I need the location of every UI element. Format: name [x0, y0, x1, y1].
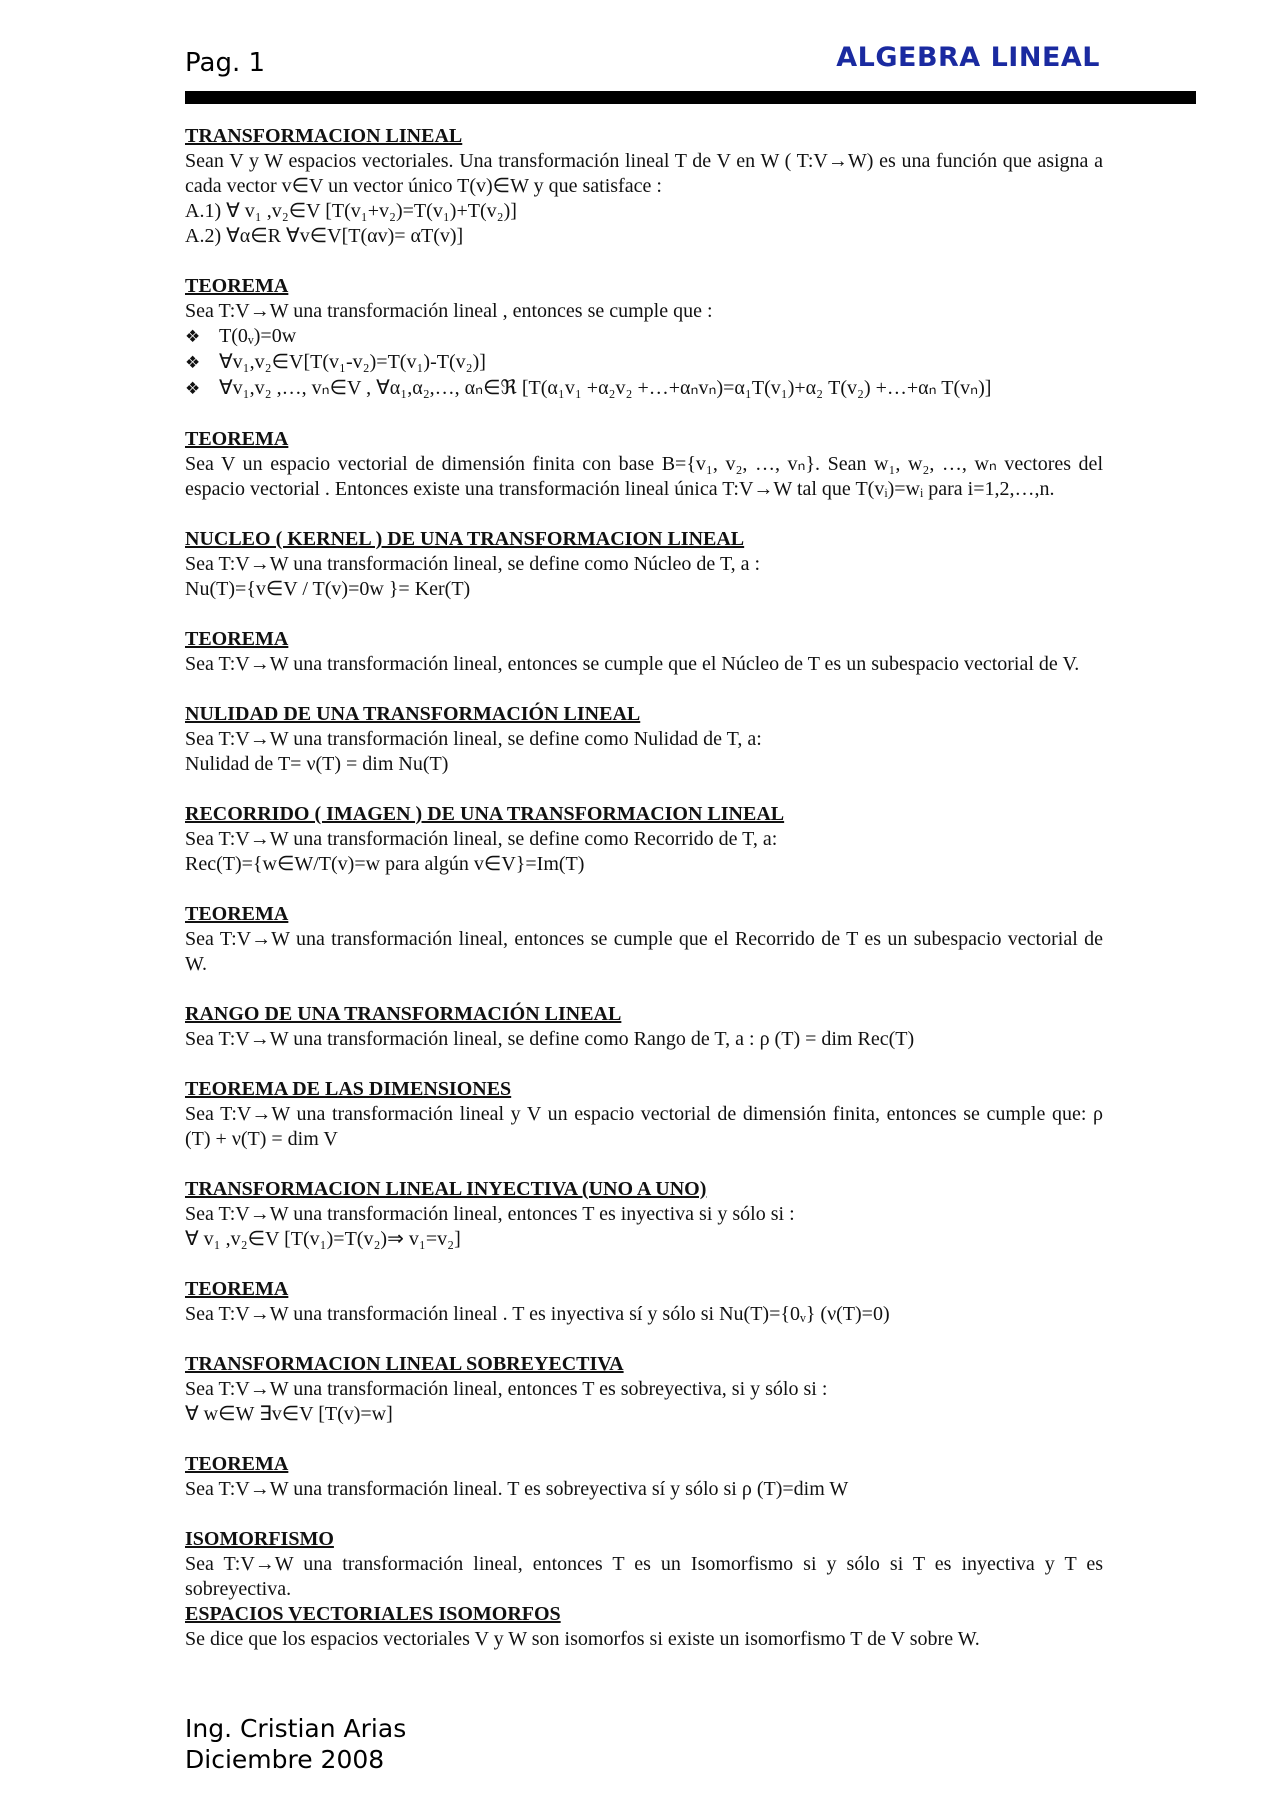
section-isomorfismo: [185, 1527, 1103, 1602]
section-teorema-2: [185, 427, 1103, 502]
section-recorrido: [185, 802, 1103, 877]
document-body: [185, 124, 1103, 1652]
formula-line: Nulidad de T= ν(T) = dim Nu(T): [185, 753, 449, 775]
section-teorema-dimensiones: [185, 1077, 1103, 1152]
bullet-item: ❖ ∀v₁,v₂∈V[T(v₁-v₂)=T(v₁)-T(v₂)]: [185, 350, 1103, 376]
section-title: RANGO DE UNA TRANSFORMACIÓN LINEAL: [185, 1003, 622, 1025]
formula-line: ∀ v₁ ,v₂∈V [T(v₁)=T(v₂)⇒ v₁=v₂]: [185, 1228, 461, 1250]
section-body: Sea T:V→W una transformación lineal , entonces se cumple que :: [185, 300, 713, 322]
section-inyectiva: [185, 1177, 1103, 1252]
section-body: Sea T:V→W una transformación lineal, se define como Nulidad de T, a:: [185, 728, 762, 750]
section-teorema-1: [185, 274, 1103, 402]
section-body: Sea V un espacio vectorial de dimensión finita con base B={v₁, v₂, …, vₙ}. Sean w₁, w₂, …, wₙ vectores del espacio vectorial . Entonces existe una transformación lineal única T:V→W tal que T(vᵢ)=wᵢ para i=1,2,…,n.: [185, 453, 1103, 500]
section-rango: [185, 1002, 1103, 1052]
section-body: Sea T:V→W una transformación lineal, entonces T es un Isomorfismo si y sólo si T es inyectiva y T es sobreyectiva.: [185, 1553, 1103, 1600]
section-teorema-3: [185, 627, 1103, 677]
section-title: TRANSFORMACION LINEAL INYECTIVA (UNO A UNO): [185, 1178, 707, 1200]
formula-line: Nu(T)={v∈V / T(v)=0w }= Ker(T): [185, 578, 471, 600]
section-nucleo: [185, 527, 1103, 602]
section-title: TRANSFORMACION LINEAL SOBREYECTIVA: [185, 1353, 624, 1375]
section-title: ISOMORFISMO: [185, 1528, 334, 1550]
section-title: TEOREMA: [185, 1278, 289, 1300]
footer-date: Diciembre 2008: [185, 1745, 385, 1774]
section-title: TEOREMA: [185, 903, 289, 925]
section-espacios-isomorfos: [185, 1602, 1103, 1652]
section-body: Sea T:V→W una transformación lineal, se define como Rango de T, a : ρ (T) = dim Rec(T): [185, 1028, 915, 1050]
section-sobreyectiva: [185, 1352, 1103, 1427]
section-body: Sea T:V→W una transformación lineal, se define como Recorrido de T, a:: [185, 828, 778, 850]
section-body: Sea T:V→W una transformación lineal y V un espacio vectorial de dimensión finita, entonces se cumple que: ρ (T) + ν(T) = dim V: [185, 1103, 1103, 1150]
section-title: NULIDAD DE UNA TRANSFORMACIÓN LINEAL: [185, 703, 641, 725]
diamond-bullet-icon: ❖: [185, 379, 201, 399]
section-body: Sea T:V→W una transformación lineal, entonces T es sobreyectiva, si y sólo si :: [185, 1378, 828, 1400]
diamond-bullet-icon: ❖: [185, 327, 201, 347]
page-footer: [185, 1713, 406, 1775]
section-teorema-6: [185, 1452, 1103, 1502]
page-number: Pag. 1: [185, 48, 266, 78]
section-title: NUCLEO ( KERNEL ) DE UNA TRANSFORMACION LINEAL: [185, 528, 745, 550]
section-transformacion-lineal: [185, 124, 1103, 249]
section-title: TEOREMA: [185, 428, 289, 450]
axiom-line: A.1) ∀ v₁ ,v₂∈V [T(v₁+v₂)=T(v₁)+T(v₂)]: [185, 200, 517, 222]
bullet-item: ❖ T(0ᵥ)=0w: [185, 324, 1103, 350]
section-title: ESPACIOS VECTORIALES ISOMORFOS: [185, 1603, 561, 1625]
header-rule: [185, 91, 1196, 104]
section-title: RECORRIDO ( IMAGEN ) DE UNA TRANSFORMACION LINEAL: [185, 803, 785, 825]
formula-line: Rec(T)={w∈W/T(v)=w para algún v∈V}=Im(T): [185, 853, 585, 875]
section-teorema-5: [185, 1277, 1103, 1327]
section-body: Sea T:V→W una transformación lineal, se define como Núcleo de T, a :: [185, 553, 761, 575]
section-body: Sea T:V→W una transformación lineal, entonces se cumple que el Recorrido de T es un subespacio vectorial de W.: [185, 928, 1103, 975]
formula-line: ∀ w∈W ∃v∈V [T(v)=w]: [185, 1403, 393, 1425]
axiom-line: A.2) ∀α∈R ∀v∈V[T(αv)= αT(v)]: [185, 225, 464, 247]
section-body: Sea T:V→W una transformación lineal. T es sobreyectiva sí y sólo si ρ (T)=dim W: [185, 1478, 849, 1500]
section-title: TEOREMA: [185, 275, 289, 297]
section-body: Sea T:V→W una transformación lineal, entonces se cumple que el Núcleo de T es un subespacio vectorial de V.: [185, 653, 1080, 675]
section-nulidad: [185, 702, 1103, 777]
section-body: Sea T:V→W una transformación lineal, entonces T es inyectiva si y sólo si :: [185, 1203, 795, 1225]
section-title: TEOREMA DE LAS DIMENSIONES: [185, 1078, 512, 1100]
section-title: TEOREMA: [185, 628, 289, 650]
section-teorema-4: [185, 902, 1103, 977]
section-title: TEOREMA: [185, 1453, 289, 1475]
section-body: Sea T:V→W una transformación lineal . T es inyectiva sí y sólo si Nu(T)={0ᵥ} (ν(T)=0): [185, 1303, 890, 1325]
section-title: TRANSFORMACION LINEAL: [185, 125, 463, 147]
author-name: Ing. Cristian Arias: [185, 1714, 407, 1743]
diamond-bullet-icon: ❖: [185, 353, 201, 373]
bullet-item: ❖ ∀v₁,v₂ ,…, vₙ∈V , ∀α₁,α₂,…, αₙ∈ℜ [T(α₁v₁ +α₂v₂ +…+αₙvₙ)=α₁T(v₁)+α₂ T(v₂) +…+αₙ T(vₙ)]: [185, 376, 1103, 402]
section-body: Se dice que los espacios vectoriales V y W son isomorfos si existe un isomorfismo T de V sobre W.: [185, 1628, 980, 1650]
course-title: ALGEBRA LINEAL: [836, 42, 1100, 73]
section-body: Sean V y W espacios vectoriales. Una transformación lineal T de V en W ( T:V→W) es una función que asigna a cada vector v∈V un vector único T(v)∈W y que satisface :: [185, 150, 1103, 197]
